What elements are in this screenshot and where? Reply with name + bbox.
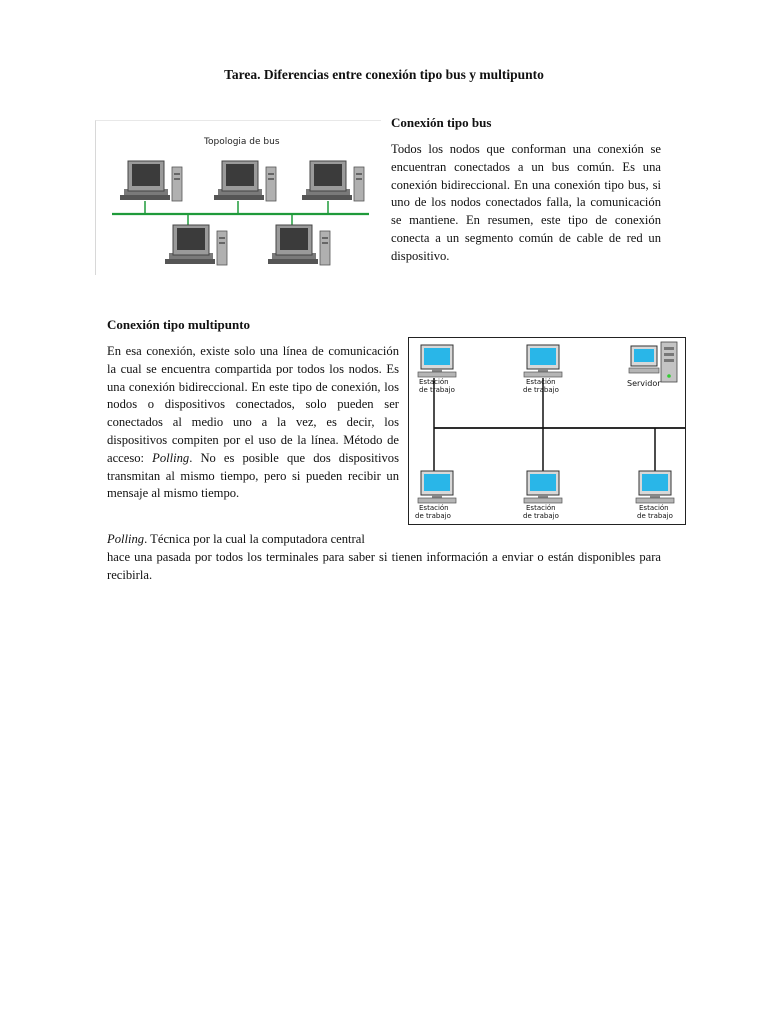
bus-figure-label: Topologia de bus [204,137,280,147]
polling-line-1-text: . Técnica por la cual la computadora central [144,532,365,546]
workstation-icon [418,471,456,503]
polling-definition [107,531,661,584]
workstation-label: de trabajo [415,512,451,520]
bus-topology-figure [95,120,381,275]
bus-topology-diagram [96,121,381,275]
multipoint-diagram [409,338,685,524]
polling-term: Polling [152,450,190,465]
computer-icon [120,161,182,201]
workstation-label: Estación [639,504,669,512]
multipoint-figure [408,337,686,525]
workstation-label: de trabajo [523,512,559,520]
workstation-icon [418,345,456,377]
workstation-icon [636,471,674,503]
polling-line-1 [107,531,399,549]
workstation-label: Estación [419,378,449,386]
workstation-label: Estación [526,378,556,386]
multipoint-heading: Conexión tipo multipunto [107,317,251,332]
bus-paragraph: Todos los nodos que conforman una conexión se encuentran conectados a un bus común. Es una conexión bidireccional. En una conexión tipo bus, si uno de los nodos conectados falla, la comunicación se mantiene. En resumen, este tipo de conexión conecta a un segmento común de cable de red un dispositivo. [391,142,661,263]
workstation-label: de trabajo [637,512,673,520]
computer-icon [165,225,227,265]
computer-icon [268,225,330,265]
workstation-label: de trabajo [523,386,559,394]
workstation-label: Estación [419,504,449,512]
server-icon [629,342,677,382]
multipoint-paragraph [107,343,399,503]
server-label: Servidor [627,379,661,388]
page-title: Tarea. Diferencias entre conexión tipo bus y multipunto [224,67,544,82]
workstation-icon [524,345,562,377]
workstation-label: de trabajo [419,386,455,394]
multipoint-text-a: En esa conexión, existe solo una línea de comunicación la cual se encuentra compartida por todos los nodos. Es una conexión bidireccional. En este tipo de conexión, los nodos o dispositivos conectados, solo pueden ser conectados al medio uno a la vez, es decir, los dispositivos compiten por el uso de la línea. Método de acceso: [107,344,399,465]
workstation-label: Estación [526,504,556,512]
computer-icon [302,161,364,201]
computer-icon [214,161,276,201]
bus-heading: Conexión tipo bus [391,115,492,130]
workstation-icon [524,471,562,503]
multipoint-text-b: . No es posible que dos dispositivos transmitan al mismo tiempo, pero si pueden recibir un mensaje al mismo tiempo. [107,450,399,501]
polling-term: Polling [107,532,145,546]
polling-line-rest: hace una pasada por todos los terminales para saber si tienen información a enviar o están disponibles para recibirla. [107,549,661,582]
